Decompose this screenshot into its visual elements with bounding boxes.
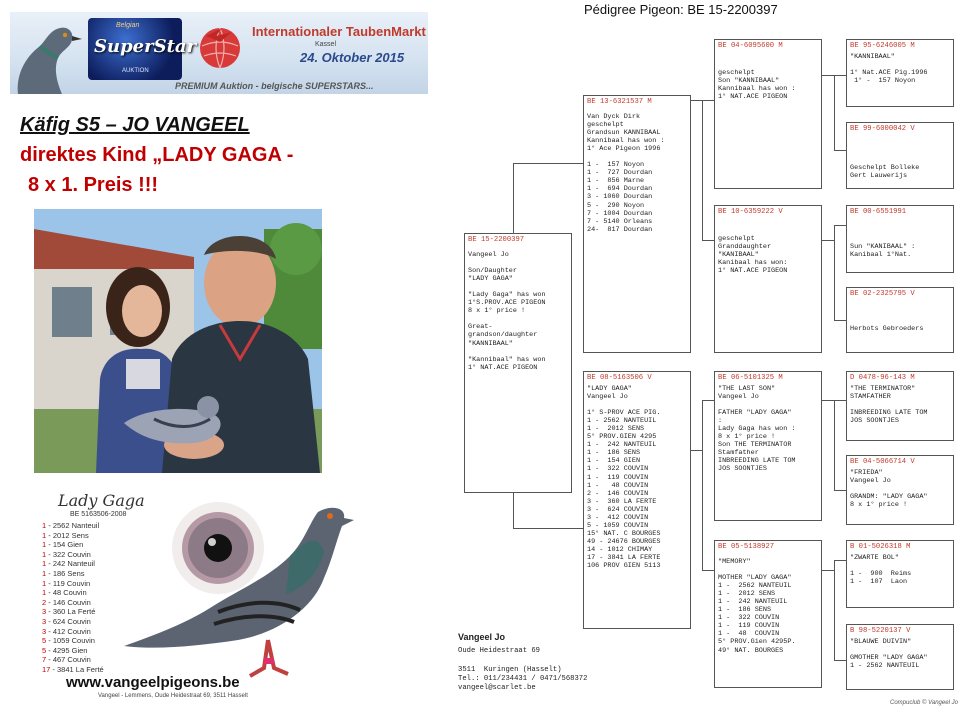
connector-line	[834, 660, 846, 661]
result-place: 3	[42, 626, 47, 636]
pigeon-ring: BE 04-5066714 V	[850, 458, 915, 466]
offspring-line: direktes Kind „LADY GAGA -	[20, 144, 294, 166]
wins-line: 8 x 1. Preis !!!	[28, 174, 159, 196]
result-race: - 154 Gien	[46, 540, 84, 550]
pigeon-notes: "FRIEDA" Vangeel Jo GRANDM: "LADY GAGA" 8 x 1° price !	[850, 469, 928, 510]
ggp-ssd-box	[846, 122, 954, 189]
pigeon-ring: BE 99-6000042 V	[850, 125, 915, 133]
result-race: - 3841 La Ferté	[50, 664, 104, 674]
globe-dove-icon	[192, 18, 248, 74]
connector-line	[834, 490, 846, 491]
pigeon-ring: BE 00-6551991	[850, 208, 907, 216]
result-place: 1	[42, 588, 47, 598]
pigeon-notes: "MEMORY" MOTHER "LADY GAGA" 1 - 2562 NANTEUIL 1 - 2012 SENS 1 - 242 NANTEUIL 1 - 186 SENS 1 - 322 COUVIN 1 - 119 COUVIN 1 - 48 COUVIN 5° PROV.Gien 4295P. 49° NAT. BOURGES	[718, 558, 796, 655]
dam-box	[583, 371, 691, 629]
connector-line	[834, 560, 846, 561]
connector-line	[702, 100, 714, 101]
result-race: - 4295 Gien	[46, 645, 88, 655]
pigeon-notes: Vangeel Jo Son/Daughter "LADY GAGA" "Lady Gaga" has won 1°S.PROV.ACE PIGEON 8 x 1° price ! Great- grandson/daughter "KANNIBAAL" "Kannibaal" has won 1° NAT.ACE PIGEON	[468, 251, 546, 372]
result-race: - 412 Couvin	[46, 626, 91, 636]
ggp-sdd-box	[846, 287, 954, 353]
result-place: 1	[42, 530, 47, 540]
connector-line	[690, 100, 702, 101]
result-place: 5	[42, 645, 47, 655]
result-place: 3	[42, 616, 47, 626]
connector-line	[822, 570, 834, 571]
dam-dam-box	[714, 540, 822, 688]
pigeon-notes: geschelpt Granddaughter "KANIBAAL" Kanibaal has won: 1° NAT.ACE PIGEON	[718, 235, 788, 276]
pigeon-notes: "LADY GAGA" Vangeel Jo 1° S-PROV ACE PIG. 1 - 2562 NANTEUIL 1 - 2012 SENS 5° PROV.GIEN 4295 1 - 242 NANTEUIL 1 - 186 SENS 1 - 154 GIEN 1 - 322 COUVIN 1 - 119 COUVIN 1 - 48 COUVIN 2 - 146 COUVIN 3 - 360 LA FERTE 3 - 624 COUVIN 3 - 412 COUVIN 5 - 1059 COUVIN 15° NAT. C BOURGES 49 - 24676 BOURGES 14 - 1012 CHIMAY 17 - 3841 LA FERTE 106 PROV GIEN 5113	[587, 385, 661, 571]
breeder-contact	[458, 632, 587, 693]
connector-line	[834, 400, 846, 401]
result-race: - 119 Couvin	[46, 578, 91, 588]
connector-line	[834, 150, 846, 151]
result-place: 5	[42, 636, 47, 646]
pigeon-ring: BE 13-6321537 M	[587, 98, 652, 106]
result-place: 2	[42, 597, 47, 607]
connector-line	[834, 225, 835, 320]
pigeon-ring: D 0478-96-143 M	[850, 374, 915, 382]
superstar-label: SuperStar	[94, 36, 197, 57]
dam-sire-box	[714, 371, 822, 521]
pigeon-ring: B 98-5220137 V	[850, 627, 911, 635]
market-title: Internationaler TaubenMarkt	[252, 24, 426, 39]
pigeon-logo-icon	[10, 16, 88, 94]
result-race: - 360 La Ferté	[46, 607, 96, 617]
market-date: 24. Oktober 2015	[300, 50, 405, 65]
card-address: Vangeel - Lemmens, Oude Heidestraat 69, 3511 Hasselt	[98, 693, 248, 699]
breeder-name: Vangeel Jo	[458, 632, 506, 642]
pedigree-title: Pédigree Pigeon: BE 15-2200397	[584, 2, 778, 17]
pigeon-notes: "BLAUWE DUIVIN" GMOTHER "LADY GAGA" 1 - 2562 NANTEUIL	[850, 638, 928, 671]
result-place: 1	[42, 578, 47, 588]
connector-line	[702, 100, 703, 240]
market-city: Kassel	[315, 41, 337, 48]
result-race: - 242 Nanteuil	[46, 559, 95, 569]
ggp-ddd-box	[846, 624, 954, 690]
result-race: - 48 Couvin	[46, 588, 87, 598]
breeder-photo	[34, 209, 322, 473]
result-place: 1	[42, 559, 47, 569]
pigeon-ring: B 01-5026318 M	[850, 543, 911, 551]
pigeon-notes: "ZWARTE BOL" 1 - 900 Reims 1 - 107 Laon	[850, 554, 912, 587]
result-place: 17	[42, 664, 51, 674]
connector-line	[834, 400, 835, 490]
software-credit: Compuclub © Vangeel Jo	[890, 700, 958, 706]
connector-line	[834, 75, 835, 150]
result-place: 1	[42, 540, 47, 550]
result-place: 3	[42, 607, 47, 617]
connector-line	[834, 560, 835, 660]
subject-pigeon-box	[464, 233, 572, 493]
connector-line	[702, 400, 703, 570]
breeder-address: Oude Heidestraat 69 3511 Kuringen (Hasselt) Tel.: 011/234431 / 0471/568372 vangeel@scarlet.be	[458, 647, 588, 693]
result-place: 1	[42, 568, 47, 578]
pigeon-ring: BE 05-5138927	[718, 543, 775, 551]
website-link[interactable]: www.vangeelpigeons.be	[66, 674, 240, 691]
pigeon-ring: BE 08-5163506 V	[587, 374, 652, 382]
pigeon-picture-icon	[118, 482, 358, 682]
ggp-dds-box	[846, 540, 954, 608]
connector-line	[834, 225, 846, 226]
ggp-sss-box	[846, 39, 954, 107]
card-pigeon-name: Lady Gaga	[58, 491, 145, 510]
connector-line	[834, 75, 846, 76]
connector-line	[702, 400, 714, 401]
result-place: 7	[42, 655, 47, 665]
superstar-belgian-label: Belgian	[116, 22, 140, 29]
superstar-auction-label: AUKTION	[122, 68, 149, 74]
ggp-sds-box	[846, 205, 954, 273]
connector-line	[834, 320, 846, 321]
result-place: 1	[42, 549, 47, 559]
pigeon-ring: BE 02-2325795 V	[850, 290, 915, 298]
result-race: - 624 Couvin	[46, 616, 91, 626]
connector-line	[513, 528, 583, 529]
connector-line	[690, 450, 702, 451]
pigeon-notes: Van Dyck Dirk geschelpt Grandsun KANNIBAAL Kannibaal has won : 1° Ace Pigeon 1996 1 - 157 Noyon 1 - 727 Dourdan 1 - 856 Marne 1 - 694 Dourdan 3 - 1060 Dourdan 5 - 290 Noyon 7 - 1004 Dourdan 7 - 5140 Orleans 24- 817 Dourdan	[587, 113, 665, 234]
pigeon-ring: BE 10-6359222 V	[718, 208, 783, 216]
result-race: - 186 Sens	[46, 568, 85, 578]
pigeon-notes: "KANNIBAAL" 1° Nat.ACE Pig.1996 1° - 157 Noyon	[850, 53, 928, 86]
result-place: 1	[42, 521, 47, 530]
pigeon-ring: BE 15-2200397	[468, 236, 525, 244]
pigeon-notes: Sun "KANIBAAL" : Kanibaal 1°Nat.	[850, 243, 916, 260]
result-race: - 2562 Nanteuil	[46, 521, 100, 530]
sire-dam-box	[714, 205, 822, 353]
cage-title: Käfig S5 – JO VANGEEL	[20, 114, 250, 136]
result-race: - 146 Couvin	[46, 597, 91, 607]
pigeon-ring: BE 06-5101325 M	[718, 374, 783, 382]
connector-line	[513, 163, 514, 233]
result-race: - 1059 Couvin	[46, 636, 95, 646]
breeder-photo-illustration	[34, 209, 322, 473]
pigeon-ring: BE 95-6246005 M	[850, 42, 915, 50]
pigeon-notes: "THE TERMINATOR" STAMFATHER INBREEDING LATE TOM JOS SOONTJES	[850, 385, 928, 426]
banner-subtitle: PREMIUM Auktion - belgische SUPERSTARS...	[175, 81, 374, 91]
connector-line	[513, 492, 514, 528]
result-race: - 2012 Sens	[46, 530, 89, 540]
lady-gaga-card	[18, 478, 358, 710]
auction-banner	[10, 12, 428, 94]
sire-sire-box	[714, 39, 822, 189]
pigeon-notes: Herbots Gebroeders	[850, 325, 924, 333]
connector-line	[822, 75, 834, 76]
superstar-logo	[88, 18, 197, 80]
ggp-dsd-box	[846, 455, 954, 525]
connector-line	[822, 240, 834, 241]
result-race: - 322 Couvin	[46, 549, 91, 559]
connector-line	[513, 163, 583, 164]
card-ring-number: BE 5163506-2008	[70, 511, 127, 518]
connector-line	[702, 240, 714, 241]
sire-box	[583, 95, 691, 353]
result-race: - 467 Couvin	[46, 655, 91, 665]
pigeon-notes: "THE LAST SON" Vangeel Jo FATHER "LADY GAGA" : Lady Gaga has won : 8 x 1° price ! Son THE TERMINATOR Stamfather INBREEDING LATE TOM JOS SOONTJES	[718, 385, 796, 474]
connector-line	[702, 570, 714, 571]
pigeon-notes: geschelpt Son "KANNIBAAL" Kannibaal has won : 1° NAT.ACE PIGEON	[718, 69, 796, 102]
connector-line	[822, 400, 834, 401]
ggp-dss-box	[846, 371, 954, 441]
pigeon-ring: BE 04-6095600 M	[718, 42, 783, 50]
pigeon-notes: Geschelpt Bolleke Gert Lauwerijs	[850, 164, 920, 181]
